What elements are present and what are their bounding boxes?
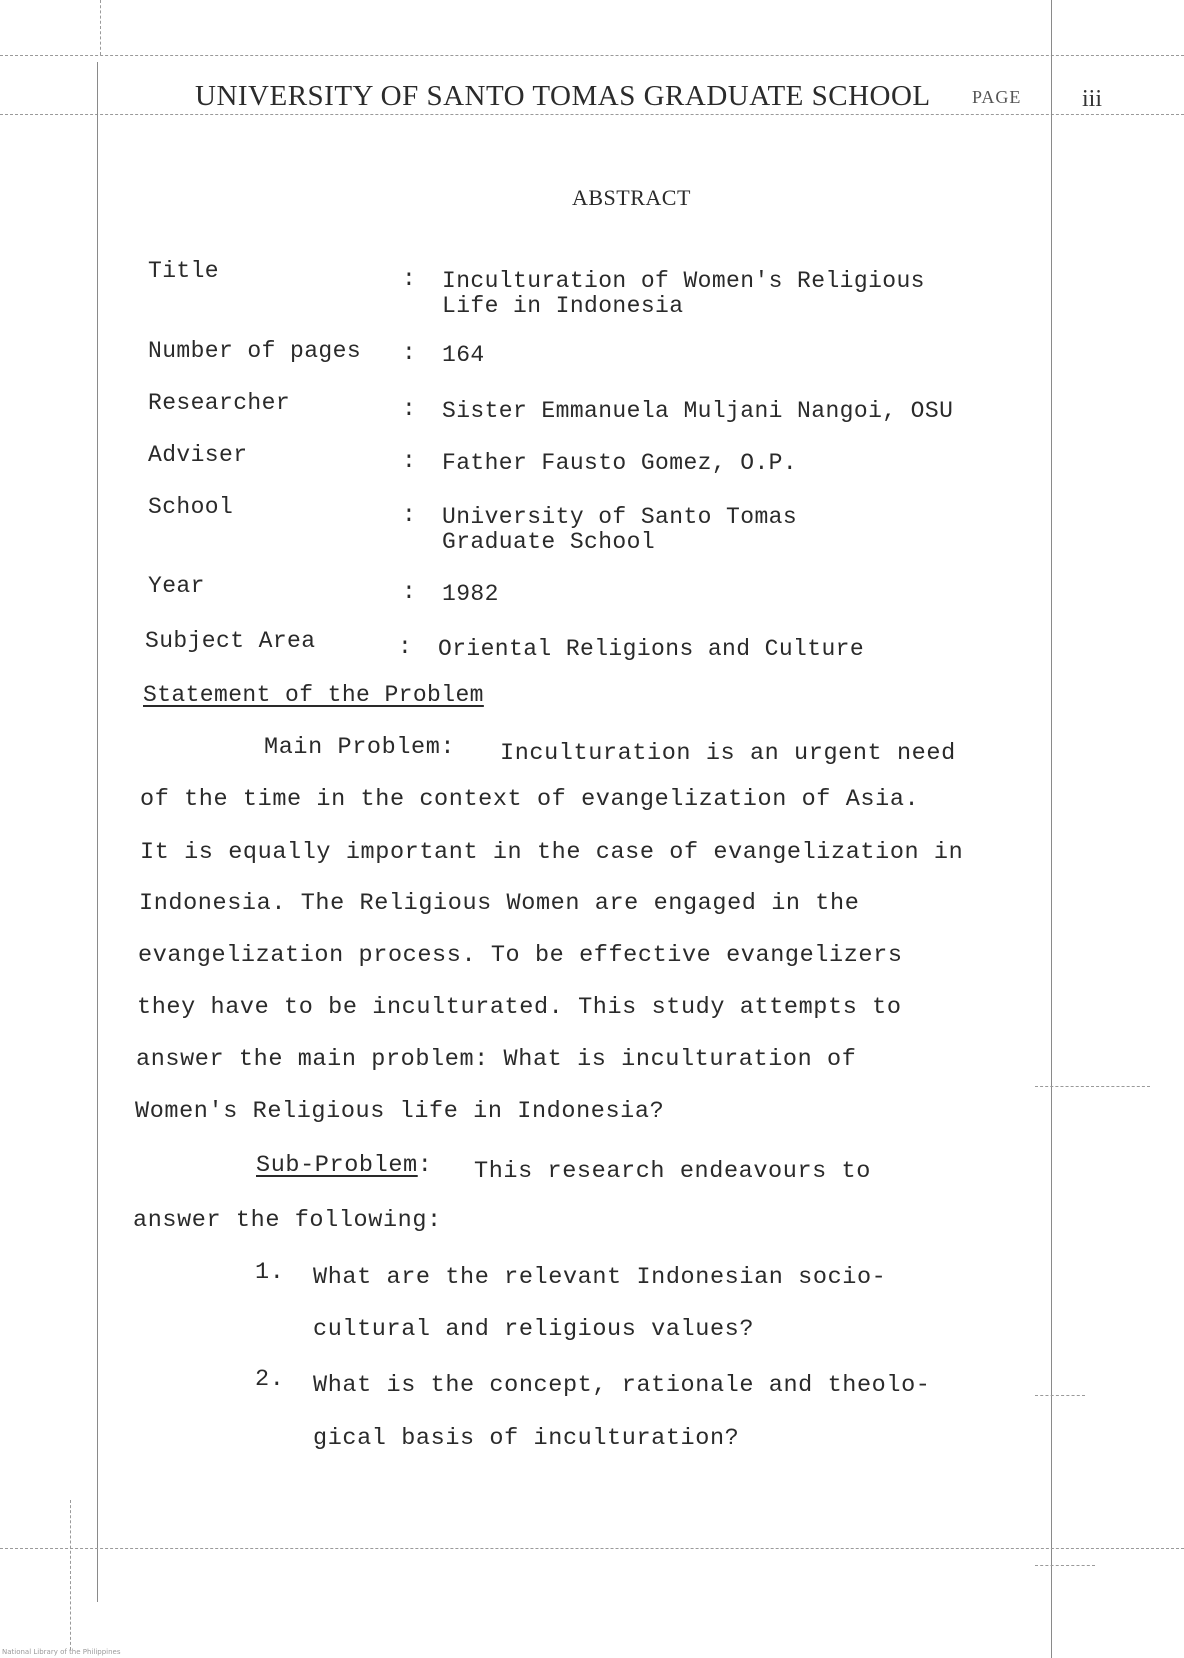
field-colon: : <box>398 634 413 660</box>
field-value: Graduate School <box>442 529 656 555</box>
right-tick-2 <box>1035 1395 1085 1396</box>
list-item-line: gical basis of inculturation? <box>313 1425 740 1452</box>
sub-problem-label: Sub-Problem <box>256 1152 418 1179</box>
top-border-line <box>0 55 1184 56</box>
page-number: iii <box>1082 86 1103 112</box>
field-colon: : <box>402 448 417 474</box>
paragraph-line: of the time in the context of evangelization of Asia. <box>140 786 920 813</box>
field-value: 164 <box>442 342 485 368</box>
abstract-heading: ABSTRACT <box>572 185 691 210</box>
header-rule-line <box>0 114 1184 115</box>
right-tick-1 <box>1035 1086 1150 1087</box>
section-heading: Statement of the Problem <box>143 682 484 708</box>
field-label: Subject Area <box>145 628 316 654</box>
list-item-line: What is the concept, rationale and theolo- <box>313 1372 931 1399</box>
right-margin-rule <box>1051 0 1052 1658</box>
field-value: 1982 <box>442 581 499 607</box>
paragraph-line: they have to be inculturated. This study attempts to <box>137 994 902 1021</box>
paragraph-line: Indonesia. The Religious Women are engaged in the <box>139 890 860 917</box>
paragraph-line: It is equally important in the case of evangelization in <box>140 839 964 866</box>
field-value: Life in Indonesia <box>442 293 684 319</box>
field-label: School <box>148 494 234 520</box>
page-label: PAGE <box>972 87 1022 107</box>
left-margin-rule <box>97 62 98 1602</box>
left-edge-line <box>70 1500 71 1650</box>
field-colon: : <box>402 266 417 292</box>
university-header-title: UNIVERSITY OF SANTO TOMAS GRADUATE SCHOOL <box>195 80 931 112</box>
sub-problem-colon: : <box>417 1152 433 1179</box>
list-item-number: 2. <box>255 1366 285 1393</box>
field-colon: : <box>402 579 417 605</box>
right-tick-3 <box>1035 1565 1095 1566</box>
paragraph-line: answer the following: <box>133 1207 442 1234</box>
field-colon: : <box>402 340 417 366</box>
top-left-line <box>100 0 101 55</box>
field-label: Number of pages <box>148 338 362 364</box>
list-item-line: cultural and religious values? <box>313 1316 755 1343</box>
field-value: Sister Emmanuela Muljani Nangoi, OSU <box>442 398 954 424</box>
list-item-line: What are the relevant Indonesian socio- <box>313 1264 887 1291</box>
field-value: University of Santo Tomas <box>442 504 798 530</box>
paragraph-line: Women's Religious life in Indonesia? <box>135 1098 665 1125</box>
paragraph-line: Inculturation is an urgent need <box>500 740 956 767</box>
paragraph-line: answer the main problem: What is inculturation of <box>136 1046 857 1073</box>
field-label: Year <box>148 573 205 599</box>
bottom-rule-line <box>0 1548 1184 1549</box>
field-value: Father Fausto Gomez, O.P. <box>442 450 798 476</box>
field-colon: : <box>402 396 417 422</box>
scan-footer-note: National Library of the Philippines <box>2 1648 121 1656</box>
field-label: Adviser <box>148 442 248 468</box>
field-value: Inculturation of Women's Religious <box>442 268 925 294</box>
main-problem-label: Main Problem: <box>264 734 456 761</box>
list-item-number: 1. <box>255 1259 285 1286</box>
paragraph-line: evangelization process. To be effective evangelizers <box>138 942 903 969</box>
field-label: Title <box>148 258 220 284</box>
field-colon: : <box>402 502 417 528</box>
field-label: Researcher <box>148 390 291 416</box>
field-value: Oriental Religions and Culture <box>438 636 865 662</box>
paragraph-line: This research endeavours to <box>474 1158 871 1185</box>
